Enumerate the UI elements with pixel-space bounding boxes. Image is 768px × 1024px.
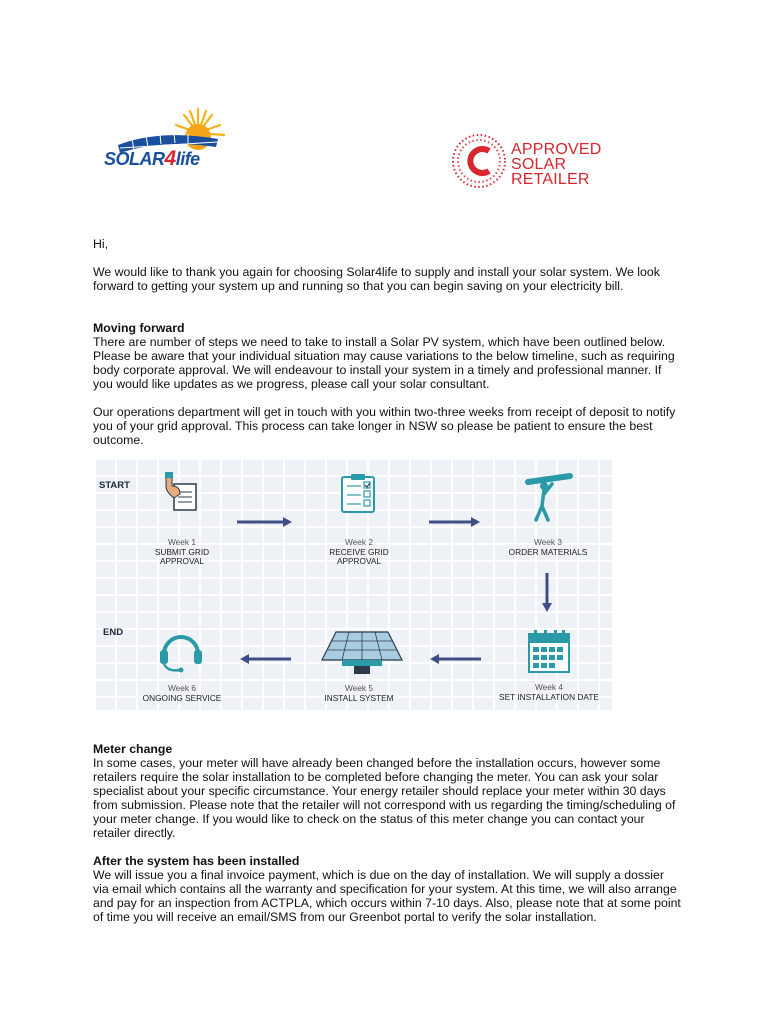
headset-icon bbox=[156, 626, 206, 674]
arrow-left-icon bbox=[429, 653, 481, 665]
step-week-5: Week 5 INSTALL SYSTEM bbox=[324, 683, 394, 703]
intro-paragraph: We would like to thank you again for choosing Solar4life to supply and install your solar system. We look forward to getting your system up and running so that you can begin saving on your electricity bill. bbox=[93, 265, 660, 293]
arrow-right-icon bbox=[237, 516, 293, 528]
solar-panel-icon bbox=[320, 630, 404, 676]
after-install-body: We will issue you a final invoice payment, which is due on the day of installation. We will supply a dossier via email which contains all the warranty and specification for your system. At this time, we will also arrange and pay for an inspection from ACTPLA, which occurs within 7-10 days. Also, please note that at some point of time you will receive an email/SMS from our Greenbot portal to verify the solar installation. bbox=[93, 868, 681, 924]
calendar-icon bbox=[526, 628, 572, 674]
meter-change-heading: Meter change bbox=[93, 742, 173, 756]
operations-paragraph: Our operations department will get in touch with you within two-three weeks from receipt of deposit to notify you of your grid approval. This process can take longer in NSW so please be patient to ensure the best outcome. bbox=[93, 405, 676, 447]
approved-c-emblem-icon bbox=[449, 129, 509, 193]
hand-document-icon bbox=[160, 472, 202, 512]
start-label: START bbox=[99, 480, 130, 491]
meter-change-body: In some cases, your meter will have already been changed before the installation occurs, however some retailers require the solar installation to be completed before changing the meter. You can ask your solar specialist about your specific circumstance. Your energy retailer should replace your meter within 30 days from submission. Please note that the retailer will not correspond with us regarding the timing/scheduling of your meter change. If you would like to check on the status of this meter change you can contact your retailer directly. bbox=[93, 756, 676, 840]
after-install-section bbox=[93, 854, 683, 924]
step-week-6: Week 6 ONGOING SERVICE bbox=[142, 683, 222, 703]
approved-solar-retailer-logo bbox=[449, 129, 619, 193]
arrow-down-icon bbox=[541, 573, 553, 613]
solar4life-logo bbox=[100, 103, 232, 175]
meter-change-section bbox=[93, 742, 683, 840]
solar4life-wordmark: SOLAR4life bbox=[104, 147, 200, 170]
installation-timeline-diagram bbox=[94, 458, 612, 710]
arrow-right-icon bbox=[429, 516, 481, 528]
arrow-left-icon bbox=[239, 653, 291, 665]
end-label: END bbox=[103, 627, 124, 638]
approved-solar-retailer-text: APPROVED SOLAR RETAILER bbox=[511, 141, 602, 188]
clipboard-checklist-icon bbox=[337, 472, 379, 514]
step-week-1: Week 1 SUBMIT GRID APPROVAL bbox=[154, 537, 210, 566]
moving-forward-body: There are number of steps we need to take to install a Solar PV system, which have been outlined below. Please be aware that your individual situation may cause variations to the below timeline, such as requiring body corporate approval. We will endeavour to install your system in a timely and professional manner. If you would like updates as we progress, please call your solar consultant. bbox=[93, 335, 675, 391]
moving-forward-heading: Moving forward bbox=[93, 321, 185, 335]
after-install-heading: After the system has been installed bbox=[93, 854, 300, 868]
step-week-2: Week 2 RECEIVE GRID APPROVAL bbox=[329, 537, 389, 566]
greeting: Hi, bbox=[93, 237, 109, 251]
moving-forward-section bbox=[93, 321, 683, 391]
step-week-3: Week 3 ORDER MATERIALS bbox=[508, 537, 588, 557]
worker-carrying-pipe-icon bbox=[522, 472, 578, 528]
step-week-4: Week 4 SET INSTALLATION DATE bbox=[499, 682, 599, 702]
